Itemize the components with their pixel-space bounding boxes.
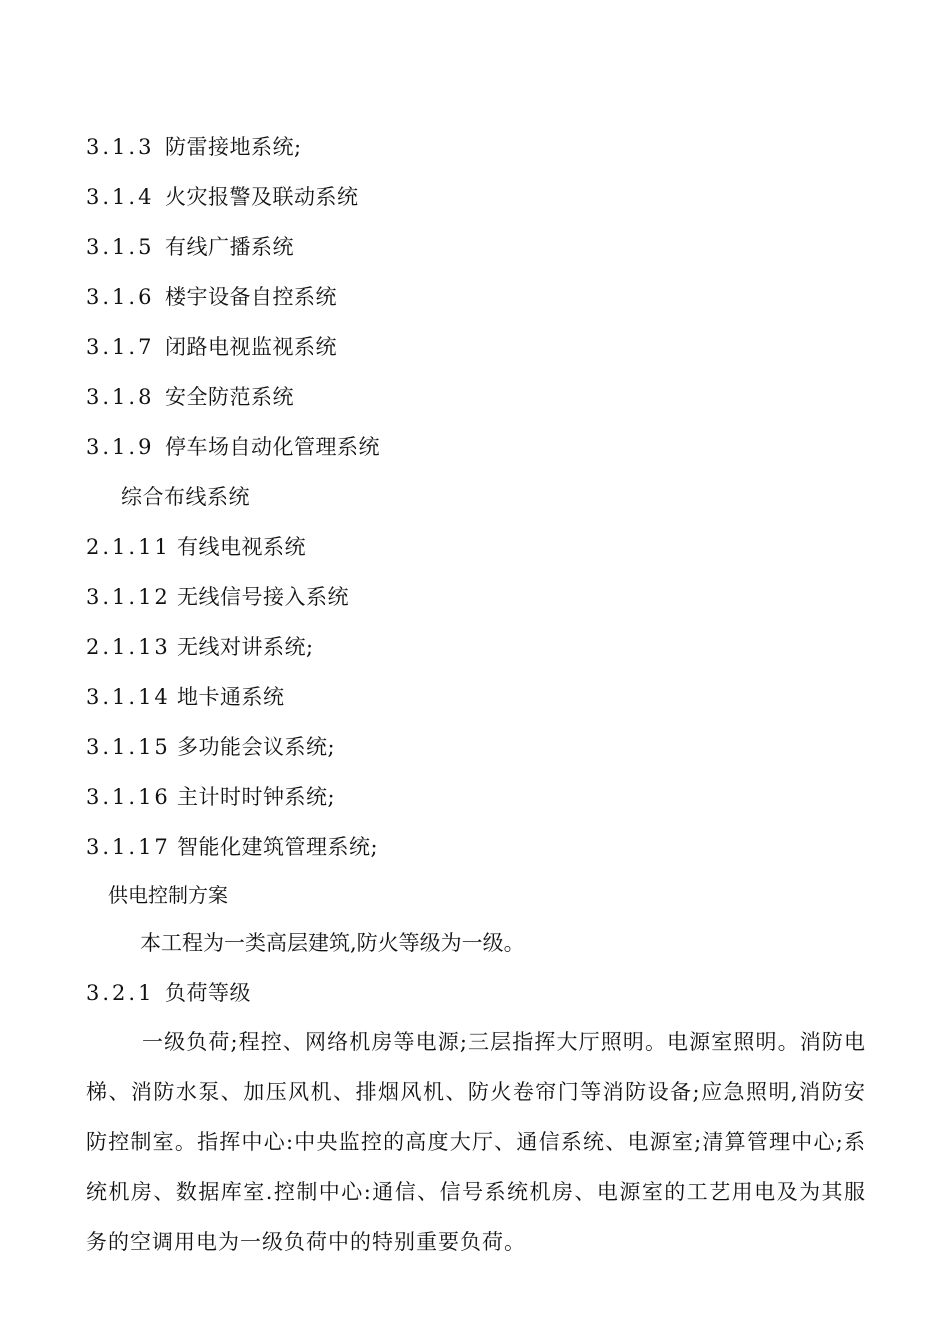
list-item xyxy=(86,582,349,612)
sub-heading xyxy=(86,978,251,1008)
item-number: 3.1.4 xyxy=(86,185,155,209)
item-text: 智能化建筑管理系统; xyxy=(177,835,379,859)
item-number: 2.1.11 xyxy=(86,535,171,559)
item-number: 3.1.14 xyxy=(86,685,171,709)
list-item xyxy=(86,132,302,162)
item-number: 3.1.9 xyxy=(86,435,155,459)
item-number: 3.1.5 xyxy=(86,235,155,259)
item-text: 无线信号接入系统 xyxy=(177,585,349,609)
item-number: 3.1.3 xyxy=(86,135,155,159)
list-item xyxy=(86,432,380,462)
item-number: 3.1.8 xyxy=(86,385,155,409)
section-heading: 供电控制方案 xyxy=(108,883,228,907)
item-text: 综合布线系统 xyxy=(121,485,250,509)
item-text: 停车场自动化管理系统 xyxy=(165,435,380,459)
item-text: 多功能会议系统; xyxy=(177,735,336,759)
list-item xyxy=(86,332,337,362)
item-text: 无线对讲系统; xyxy=(177,635,314,659)
item-text: 有线广播系统 xyxy=(165,235,294,259)
item-number: 3.1.6 xyxy=(86,285,155,309)
list-item xyxy=(86,682,285,712)
item-number: 2.1.13 xyxy=(86,635,171,659)
list-item xyxy=(86,282,337,312)
item-text: 地卡通系统 xyxy=(177,685,285,709)
list-item xyxy=(86,632,314,662)
item-text: 防雷接地系统; xyxy=(165,135,302,159)
list-item xyxy=(86,832,378,862)
item-number: 3.1.16 xyxy=(86,785,171,809)
item-text: 有线电视系统 xyxy=(177,535,306,559)
list-item xyxy=(86,232,294,262)
item-text: 主计时时钟系统; xyxy=(177,785,336,809)
item-text: 安全防范系统 xyxy=(165,385,294,409)
item-number: 3.1.17 xyxy=(86,835,171,859)
sub-heading-text: 负荷等级 xyxy=(165,981,251,1005)
item-text: 闭路电视监视系统 xyxy=(165,335,337,359)
list-item xyxy=(86,382,294,412)
list-item xyxy=(121,482,250,512)
list-item xyxy=(86,782,335,812)
item-number: 3.1.7 xyxy=(86,335,155,359)
item-text: 楼宇设备自控系统 xyxy=(165,285,337,309)
item-number: 3.1.12 xyxy=(86,585,171,609)
item-text: 火灾报警及联动系统 xyxy=(165,185,359,209)
list-item xyxy=(86,182,359,212)
list-item xyxy=(86,732,335,762)
sub-heading-number: 3.2.1 xyxy=(86,981,155,1005)
list-item xyxy=(86,532,306,562)
item-number: 3.1.15 xyxy=(86,735,171,759)
intro-text: 本工程为一类高层建筑,防火等级为一级。 xyxy=(140,931,525,955)
body-paragraph: 一级负荷;程控、网络机房等电源;三层指挥大厅照明。电源室照明。消防电梯、消防水泵、加压风机、排烟风机、防火卷帘门等消防设备;应急照明,消防安防控制室。指挥中心:中央监控的高度大厅、通信系统、电源室;清算管理中心;系统机房、数据库室.控制中心:通信、信号系统机房、电源室的工艺用电及为其服务的空调用电为一级负荷中的特别重要负荷。 xyxy=(86,1030,866,1254)
